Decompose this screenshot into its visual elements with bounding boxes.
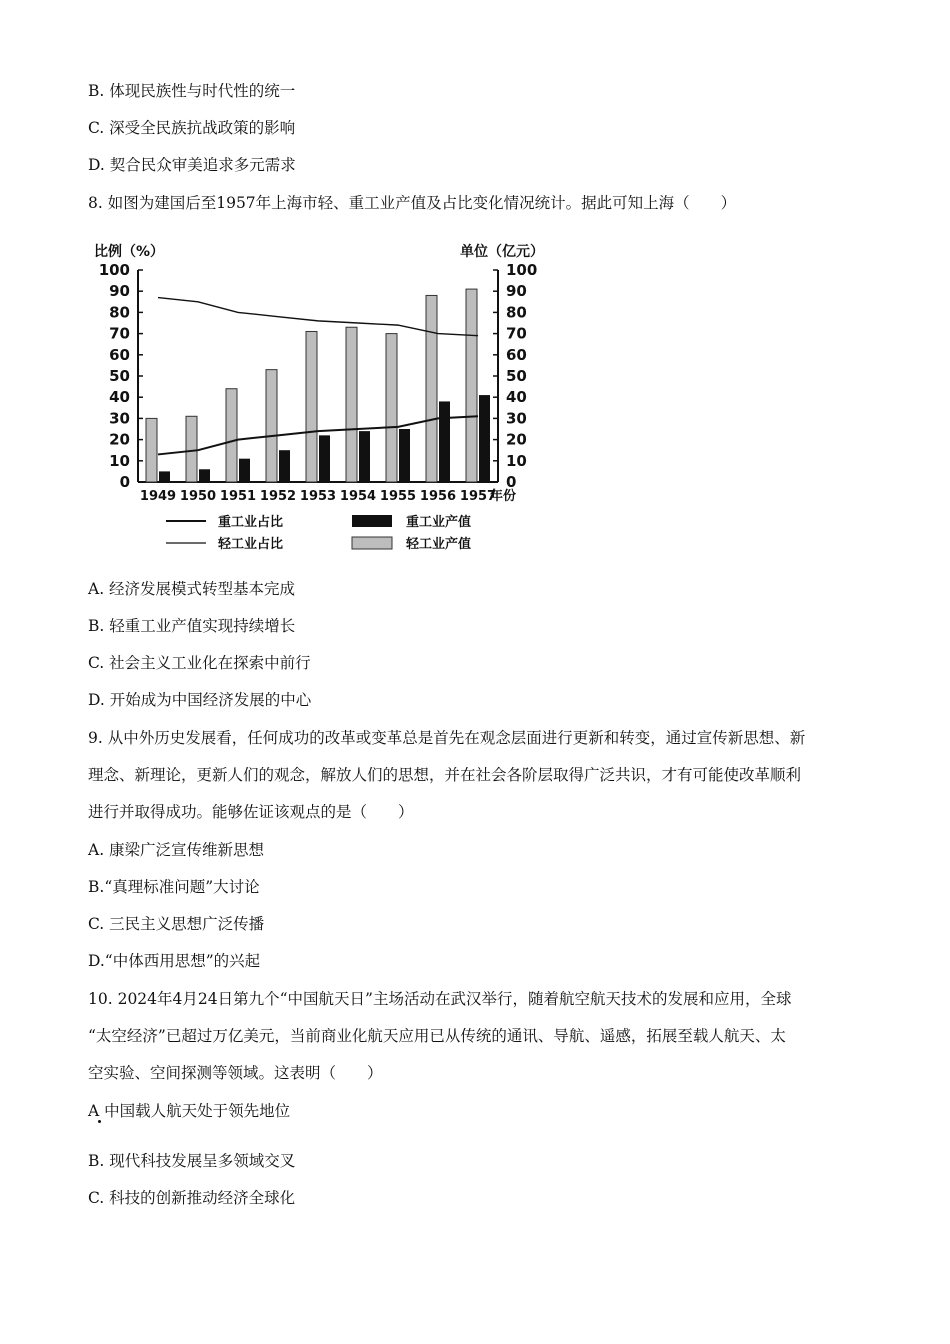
x-tick-label: 1957	[459, 489, 497, 504]
bar-light-output	[186, 416, 197, 482]
bar-light-output	[386, 334, 397, 482]
q10-option-a: A 中国载人航天处于领先地位	[88, 1102, 291, 1120]
legend-swatch-light-output	[352, 537, 392, 549]
left-tick-label: 60	[109, 345, 130, 364]
q8-stem: 8. 如图为建国后至1957年上海市轻、重工业产值及占比变化情况统计。据此可知上海（ ）	[88, 194, 737, 212]
q8-option-a: A. 经济发展模式转型基本完成	[88, 580, 296, 598]
left-tick-label: 10	[109, 451, 130, 470]
q10-option-c: C. 科技的创新推动经济全球化	[88, 1189, 296, 1207]
q10-stem-line-1: 10. 2024年4月24日第九个“中国航天日”主场活动在武汉举行，随着航空航天技术的发展和应用，全球	[88, 990, 792, 1008]
q9-stem-line-2: 理念、新理论，更新人们的观念，解放人们的思想，并在社会各阶层取得广泛共识，才有可能使改革顺利	[88, 766, 802, 784]
left-tick-label: 70	[109, 324, 130, 343]
right-tick-label: 50	[506, 367, 527, 385]
left-tick-label: 40	[109, 388, 130, 407]
bar-heavy-output	[479, 395, 490, 482]
bar-light-output	[306, 331, 317, 482]
q8-option-d: D. 开始成为中国经济发展的中心	[88, 691, 312, 709]
bar-light-output	[346, 327, 357, 482]
q9-option-c: C. 三民主义思想广泛传播	[88, 915, 265, 933]
q8-option-b: B. 轻重工业产值实现持续增长	[88, 617, 296, 635]
right-tick-label: 70	[506, 324, 527, 343]
bar-heavy-output	[399, 429, 410, 482]
q9-option-b: B.“真理标准问题”大讨论	[88, 878, 260, 896]
x-tick-label: 1955	[379, 489, 417, 504]
q8-option-c: C. 社会主义工业化在探索中前行	[88, 654, 311, 672]
bar-heavy-output	[239, 459, 250, 482]
bar-heavy-output	[279, 450, 290, 482]
q9-stem-line-3: 进行并取得成功。能够佐证该观点的是（ ）	[88, 803, 414, 821]
x-tick-label: 1954	[339, 489, 377, 504]
right-tick-label: 80	[506, 303, 527, 322]
left-tick-label: 50	[109, 367, 130, 385]
legend-swatch-heavy-output	[352, 515, 392, 527]
bar-heavy-output	[159, 471, 170, 482]
q10-stem-line-2: “太空经济”已超过万亿美元，当前商业化航天应用已从传统的通讯、导航、遥感，拓展至载人航天、太	[88, 1027, 786, 1045]
q10-stem-line-3: 空实验、空间探测等领域。这表明（ ）	[88, 1064, 383, 1082]
bar-light-output	[146, 418, 157, 482]
x-tick-label: 1953	[299, 489, 337, 504]
q9-option-a: A. 康梁广泛宣传维新思想	[88, 841, 265, 859]
q10-option-b: B. 现代科技发展呈多领域交叉	[88, 1152, 296, 1170]
x-tick-label: 1956	[419, 489, 457, 504]
legend-heavy-share: 重工业占比	[218, 515, 284, 530]
right-tick-label: 60	[506, 345, 527, 364]
bar-light-output	[226, 389, 237, 482]
bar-light-output	[266, 370, 277, 482]
right-tick-label: 20	[506, 430, 527, 449]
stray-dot-mark	[98, 1120, 101, 1123]
right-tick-label: 40	[506, 388, 527, 407]
x-axis-label: 年份	[490, 489, 517, 504]
q9-stem-line-1: 9. 从中外历史发展看，任何成功的改革或变革总是首先在观念层面进行更新和转变，通过宣传新思想、新	[88, 729, 806, 747]
right-tick-label: 10	[506, 451, 527, 470]
left-tick-label: 80	[109, 303, 130, 322]
legend-light-share: 轻工业占比	[218, 537, 284, 552]
left-tick-label: 90	[109, 282, 130, 301]
right-tick-label: 30	[506, 409, 527, 428]
x-tick-label: 1950	[179, 489, 217, 504]
left-axis-label: 比例（%）	[94, 244, 165, 260]
q7-option-d: D. 契合民众审美追求多元需求	[88, 156, 296, 174]
left-tick-label: 20	[109, 430, 130, 449]
bar-light-output	[466, 289, 477, 482]
bar-heavy-output	[439, 401, 450, 482]
x-tick-label: 1951	[219, 489, 257, 504]
bar-light-output	[426, 295, 437, 482]
left-tick-label: 30	[109, 409, 130, 428]
legend-light-output: 轻工业产值	[406, 537, 472, 552]
right-axis-label: 单位（亿元）	[460, 244, 544, 260]
left-tick-label: 100	[98, 261, 130, 279]
industry-chart	[88, 236, 548, 556]
left-tick-label: 0	[119, 473, 130, 491]
right-tick-label: 0	[506, 473, 517, 491]
legend-heavy-output: 重工业产值	[406, 515, 472, 530]
q9-option-d: D.“中体西用思想”的兴起	[88, 952, 261, 970]
x-tick-label: 1949	[139, 489, 177, 504]
bar-heavy-output	[359, 431, 370, 482]
bar-heavy-output	[199, 469, 210, 482]
right-tick-label: 100	[506, 261, 538, 279]
bar-heavy-output	[319, 435, 330, 482]
x-tick-label: 1952	[259, 489, 297, 504]
q7-option-b: B. 体现民族性与时代性的统一	[88, 82, 296, 100]
q7-option-c: C. 深受全民族抗战政策的影响	[88, 119, 296, 137]
right-tick-label: 90	[506, 282, 527, 301]
